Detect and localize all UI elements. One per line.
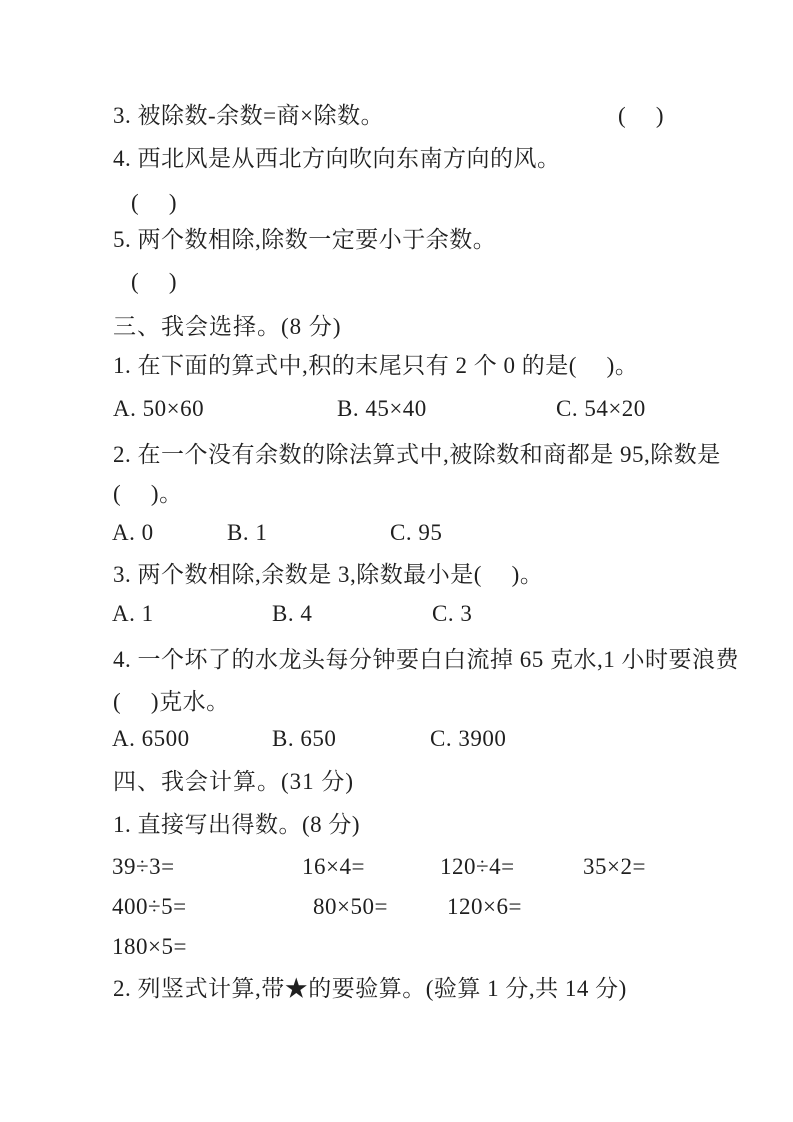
choice-q3-option-b: B. 4 (272, 601, 313, 626)
judge-question-4-text: 4. 西北风是从西北方向吹向东南方向的风。 (113, 146, 561, 171)
choice-q4-stem-continued: ( )克水。 (113, 689, 230, 714)
calc-section-title: 四、我会计算。(31 分) (113, 769, 355, 794)
calc-equation-3: 120÷4= (440, 854, 515, 879)
calc-equation-6: 80×50= (313, 894, 388, 919)
calc-equation-4: 35×2= (583, 854, 646, 879)
choice-section-title: 三、我会选择。(8 分) (113, 314, 342, 339)
choice-q2-option-c: C. 95 (390, 520, 443, 545)
choice-q1-stem: 1. 在下面的算式中,积的末尾只有 2 个 0 的是( )。 (113, 353, 639, 378)
choice-q4-option-b: B. 650 (272, 726, 337, 751)
judge-question-5-text: 5. 两个数相除,除数一定要小于余数。 (113, 227, 497, 252)
calc-equation-2: 16×4= (302, 854, 365, 879)
choice-q2-option-b: B. 1 (227, 520, 268, 545)
choice-q1-option-c: C. 54×20 (556, 396, 646, 421)
judge-question-5-answer-blank: ( ) (131, 269, 178, 294)
choice-q1-option-a: A. 50×60 (113, 396, 205, 421)
choice-q4-stem: 4. 一个坏了的水龙头每分钟要白白流掉 65 克水,1 小时要浪费 (113, 647, 739, 672)
choice-q1-option-b: B. 45×40 (337, 396, 427, 421)
calc-equation-7: 120×6= (447, 894, 522, 919)
choice-q3-option-a: A. 1 (112, 601, 154, 626)
calc-equation-1: 39÷3= (112, 854, 175, 879)
calc-equation-5: 400÷5= (112, 894, 187, 919)
choice-q2-stem-continued: ( )。 (113, 481, 183, 506)
choice-q3-stem: 3. 两个数相除,余数是 3,除数最小是( )。 (113, 562, 544, 587)
choice-q4-option-c: C. 3900 (430, 726, 507, 751)
choice-q4-option-a: A. 6500 (112, 726, 190, 751)
calc-part1-title: 1. 直接写出得数。(8 分) (113, 812, 361, 837)
choice-q2-stem: 2. 在一个没有余数的除法算式中,被除数和商都是 95,除数是 (113, 442, 721, 467)
choice-q3-option-c: C. 3 (432, 601, 473, 626)
choice-q2-option-a: A. 0 (112, 520, 154, 545)
calc-equation-8: 180×5= (112, 934, 187, 959)
judge-question-4-answer-blank: ( ) (131, 190, 178, 215)
judge-question-3-answer-blank: ( ) (618, 103, 665, 128)
calc-part2-title: 2. 列竖式计算,带★的要验算。(验算 1 分,共 14 分) (113, 976, 627, 1001)
judge-question-3-text: 3. 被除数-余数=商×除数。 (113, 103, 385, 128)
